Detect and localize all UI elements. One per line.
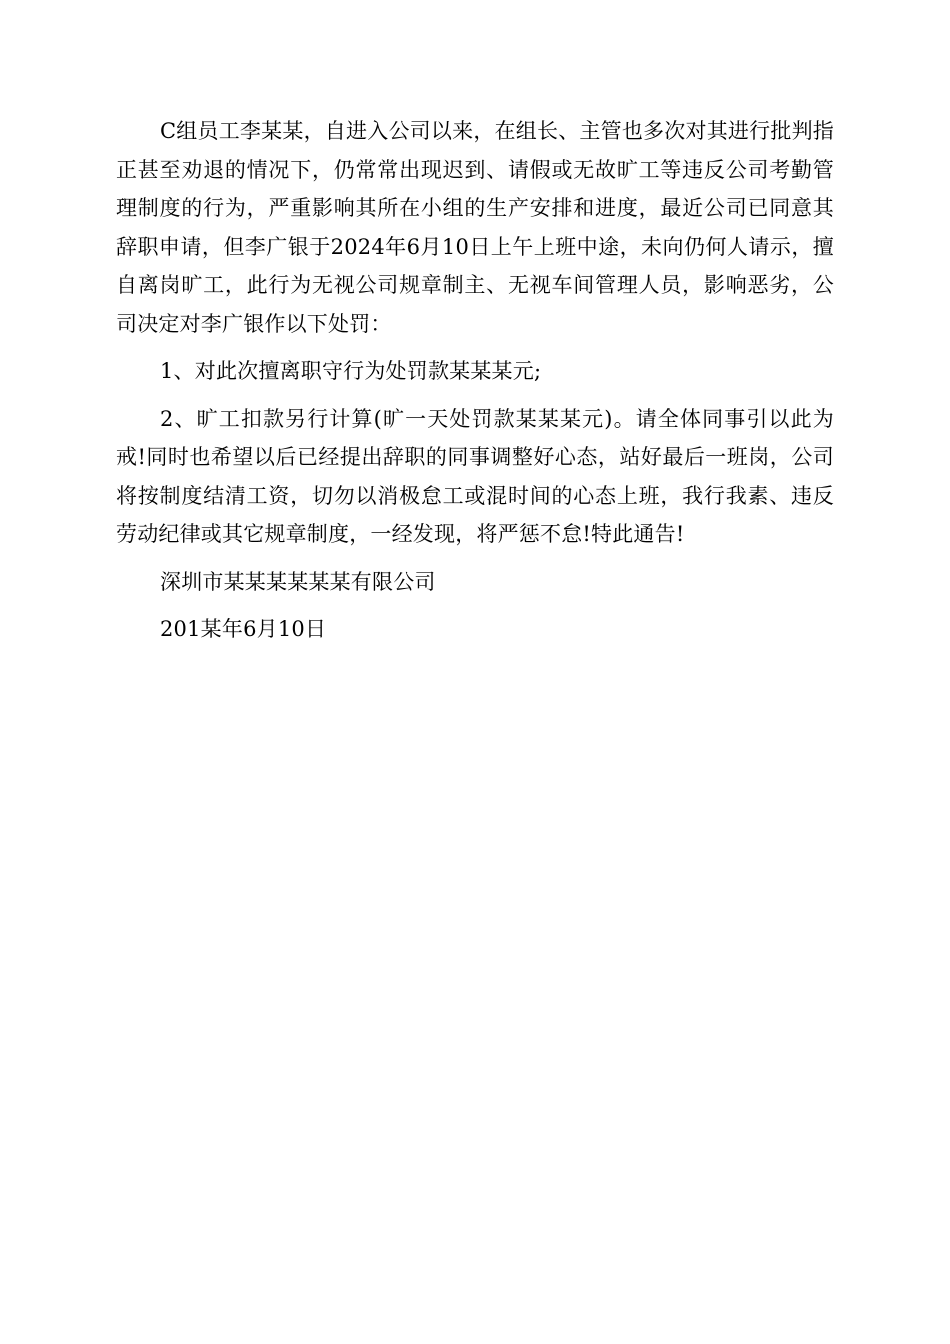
notice-date: 201某年6月10日 xyxy=(160,617,327,641)
penalty-item-2: 2、旷工扣款另行计算(旷一天处罚款某某某元)。请全体同事引以此为戒!同时也希望以后已经提出辞职的同事调整好心态，站好最后一班岗，公司将按制度结清工资，切勿以消极怠工或混时间的心态上班，我行我素、违反劳动纪律或其它规章制度，一经发现，将严惩不怠!特此通告! xyxy=(116,406,834,546)
notice-paragraph: C组员工李某某，自进入公司以来，在组长、主管也多次对其进行批判指正甚至劝退的情况下，仍常常出现迟到、请假或无故旷工等违反公司考勤管理制度的行为，严重影响其所在小组的生产安排和进度，最近公司已同意其辞职申请，但李广银于2024年6月10日上午上班中途，未向仍何人请示，擅自离岗旷工，此行为无视公司规章制主、无视车间管理人员，影响恶劣，公司决定对李广银作以下处罚： xyxy=(116,119,834,336)
company-signature: 深圳市某某某某某某有限公司 xyxy=(160,569,436,594)
penalty-item-1: 1、对此次擅离职守行为处罚款某某某元; xyxy=(160,359,542,383)
document-body xyxy=(116,112,834,658)
